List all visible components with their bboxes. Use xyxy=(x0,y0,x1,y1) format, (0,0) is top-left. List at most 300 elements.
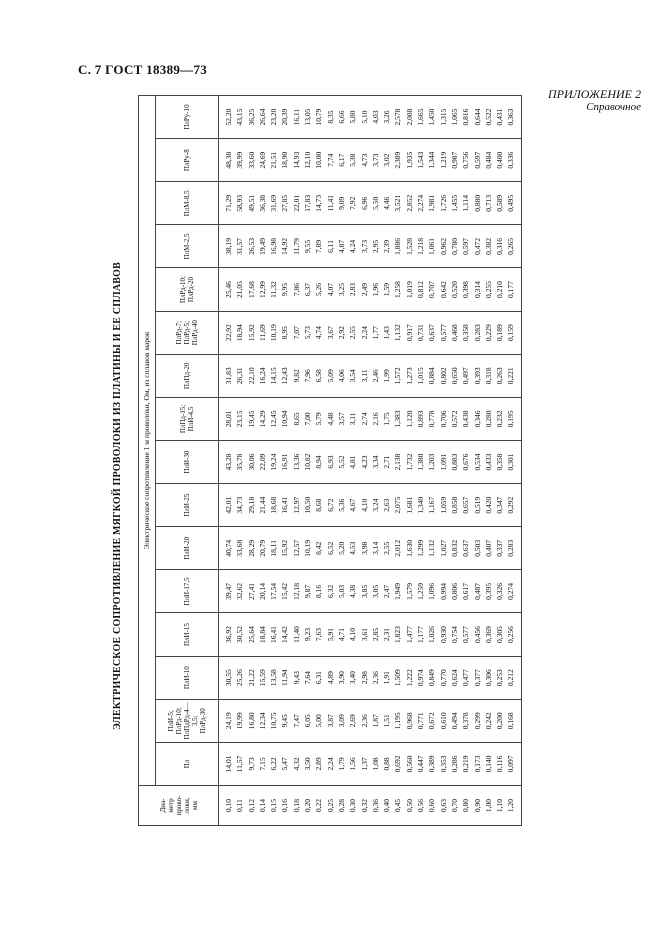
resistance-value: 6,93 xyxy=(325,455,335,469)
resistance-value: 2,95 xyxy=(370,239,380,253)
resistance-value: 3,87 xyxy=(325,714,335,728)
resistance-value: 13,58 xyxy=(269,669,279,687)
resistance-value: 3,40 xyxy=(348,671,358,685)
resistance-value: 0,597 xyxy=(472,151,482,169)
resistance-value: 49,51 xyxy=(246,194,256,212)
resistance-value: 15,42 xyxy=(280,583,290,600)
resistance-value: 58,93 xyxy=(235,194,245,212)
resistance-value: 0,88 xyxy=(382,757,392,771)
resistance-value: 0,326 xyxy=(495,583,505,600)
resistance-value: 3,34 xyxy=(370,455,380,469)
resistance-value: 2,24 xyxy=(325,757,335,771)
resistance-value: 0,534 xyxy=(472,453,482,471)
resistance-value: 3,09 xyxy=(336,714,346,728)
resistance-value: 0,756 xyxy=(461,151,471,169)
resistance-value: 16,80 xyxy=(246,712,256,730)
resistance-value: 1,455 xyxy=(449,194,459,212)
resistance-value: 0,637 xyxy=(461,539,471,557)
resistance-value: 0,318 xyxy=(483,367,493,385)
resistance-value: 8,42 xyxy=(314,541,324,555)
resistance-value: 21,22 xyxy=(246,669,256,687)
appendix-subtitle: Справочное xyxy=(586,101,641,113)
resistance-value: 4,48 xyxy=(325,412,335,426)
resistance-value: 0,484 xyxy=(483,151,493,169)
resistance-value: 11,32 xyxy=(269,281,279,298)
resistance-value: 8,16 xyxy=(314,584,324,598)
resistance-value: 2,012 xyxy=(393,539,403,557)
resistance-value: 1,059 xyxy=(438,496,448,514)
group-header: Электрическое сопротивление 1 м проволоки, Ом, из сплавов марок xyxy=(139,95,156,785)
resistance-value: 0,597 xyxy=(461,238,471,255)
resistance-value: 6,66 xyxy=(336,110,346,124)
resistance-value: 20,39 xyxy=(280,108,290,126)
resistance-value: 0,212 xyxy=(506,669,516,687)
alloy-column-header: ПлПд-20 xyxy=(156,354,219,397)
resistance-value: 3,50 xyxy=(303,757,313,771)
resistance-value: 10,82 xyxy=(303,453,313,471)
rotated-content xyxy=(66,96,626,826)
resistance-value: 5,80 xyxy=(348,110,358,124)
resistance-value: 31,83 xyxy=(224,367,233,385)
resistance-value: 0,283 xyxy=(506,539,516,557)
resistance-value: 0,962 xyxy=(438,238,448,255)
table-title: ЭЛЕКТРИЧЕСКОЕ СОПРОТИВЛЕНИЕ МЯГКОЙ ПРОВОЛОКИ ИЗ ПЛАТИНЫ И ЕЕ СПЛАВОВ xyxy=(112,261,123,731)
resistance-value: 0,159 xyxy=(506,324,516,342)
resistance-value: 0,572 xyxy=(449,410,459,428)
resistance-value: 12,97 xyxy=(291,496,301,514)
resistance-value: 0,495 xyxy=(506,194,516,212)
resistance-value: 23,20 xyxy=(269,108,279,126)
resistance-value: 0,657 xyxy=(461,496,471,514)
resistance-value: 17,83 xyxy=(303,194,313,212)
resistance-value: 9,82 xyxy=(291,369,301,383)
resistance-value: 3,73 xyxy=(359,239,369,253)
resistance-value: 0,140 xyxy=(483,755,493,773)
resistance-value: 1,543 xyxy=(416,151,426,169)
resistance-value: 0,221 xyxy=(506,367,516,385)
resistance-value: 17,68 xyxy=(246,281,256,298)
resistance-value: 1,886 xyxy=(393,238,403,255)
resistance-value: 0,283 xyxy=(472,324,482,342)
resistance-value: 19,45 xyxy=(246,410,256,428)
resistance-value: 35,78 xyxy=(235,453,245,471)
resistance-value: 9,45 xyxy=(280,714,290,728)
resistance-value: 12,43 xyxy=(280,367,290,385)
resistance-value: 33,60 xyxy=(246,151,256,169)
resistance-value: 0,519 xyxy=(472,496,482,514)
alloy-column-header: ПлМ-8,5 xyxy=(156,182,219,225)
diameter-column xyxy=(219,786,522,826)
resistance-value: 4,87 xyxy=(336,239,346,253)
resistance-value: 10,19 xyxy=(303,539,313,557)
resistance-value: 4,46 xyxy=(382,196,392,210)
diameter-value: 0,36 xyxy=(370,798,380,813)
diameter-value: 1,00 xyxy=(483,798,493,813)
resistance-value: 2,49 xyxy=(359,283,369,297)
resistance-value: 31,57 xyxy=(235,238,245,255)
resistance-value: 3,61 xyxy=(359,628,369,642)
resistance-value: 1,167 xyxy=(427,496,437,514)
resistance-value: 4,73 xyxy=(359,153,369,167)
resistance-value: 2,578 xyxy=(393,108,403,126)
resistance-value: 16,41 xyxy=(280,496,290,514)
alloy-column-header: ПлМ-2,5 xyxy=(156,225,219,268)
diameter-value: 0,14 xyxy=(257,798,267,813)
resistance-value: 12,34 xyxy=(257,712,267,730)
alloy-column-header: ПлИ-25 xyxy=(156,484,219,527)
resistance-value: 1,91 xyxy=(382,671,392,685)
resistance-value: 10,50 xyxy=(303,496,313,514)
resistance-value: 8,65 xyxy=(291,412,301,426)
resistance-value: 0,292 xyxy=(506,496,516,514)
resistance-value: 0,987 xyxy=(449,151,459,169)
resistance-value: 1,935 xyxy=(404,151,414,169)
resistance-value: 12,10 xyxy=(303,151,313,169)
resistance-value: 36,92 xyxy=(224,626,233,643)
resistance-value: 10,94 xyxy=(280,410,290,428)
resistance-value: 14,15 xyxy=(269,367,279,385)
resistance-value: 21,44 xyxy=(257,496,267,514)
resistance-value: 0,195 xyxy=(506,410,516,428)
resistance-value: 0,369 xyxy=(483,626,493,643)
resistance-value: 14,01 xyxy=(224,755,233,773)
resistance-value: 0,280 xyxy=(483,410,493,428)
resistance-value: 36,25 xyxy=(246,108,256,126)
resistance-value: 0,812 xyxy=(416,281,426,298)
resistance-value: 0,806 xyxy=(449,583,459,600)
alloy-column-header: ПлРд-10; ПлРд-20 xyxy=(156,268,219,311)
diameter-value: 0,20 xyxy=(303,798,313,813)
resistance-value: 5,79 xyxy=(314,412,324,426)
resistance-value: 15,92 xyxy=(280,539,290,557)
resistance-value: 1,08 xyxy=(370,757,380,771)
resistance-value: 18,84 xyxy=(257,626,267,643)
resistance-value: 14,73 xyxy=(314,194,324,212)
resistance-value: 1,258 xyxy=(393,281,403,298)
resistance-value: 3,67 xyxy=(325,326,335,340)
resistance-value: 2,47 xyxy=(382,584,392,598)
resistance-value: 0,210 xyxy=(495,281,505,298)
resistance-value: 7,47 xyxy=(291,714,301,728)
resistance-value: 9,23 xyxy=(303,628,313,642)
resistance-value: 0,713 xyxy=(483,194,493,212)
resistance-value: 0,778 xyxy=(427,410,437,428)
alloy-column-header: ПлПд-15; ПлИ-4,5 xyxy=(156,397,219,440)
resistance-value: 1,315 xyxy=(438,108,448,126)
diameter-value: 0,10 xyxy=(224,798,233,813)
resistance-value: 8,68 xyxy=(314,498,324,512)
resistance-value: 2,92 xyxy=(336,326,346,340)
resistance-value: 5,10 xyxy=(359,110,369,124)
resistance-value: 0,676 xyxy=(461,453,471,471)
diameter-value: 0,45 xyxy=(393,798,403,813)
diameter-value: 0,40 xyxy=(382,798,392,813)
resistance-value: 0,731 xyxy=(416,324,426,342)
resistance-value: 4,38 xyxy=(348,584,358,598)
resistance-value: 24,19 xyxy=(224,712,233,730)
resistance-value: 3,98 xyxy=(359,541,369,555)
resistance-value: 3,54 xyxy=(348,369,358,383)
resistance-value: 33,68 xyxy=(235,539,245,557)
resistance-value: 1,299 xyxy=(416,539,426,557)
resistance-value: 18,11 xyxy=(269,540,279,557)
resistance-value: 1,37 xyxy=(359,757,369,771)
resistance-value: 1,114 xyxy=(461,195,471,212)
diameter-value: 0,18 xyxy=(291,798,301,813)
resistance-value: 3,11 xyxy=(359,369,369,383)
resistance-value: 3,26 xyxy=(382,110,392,124)
resistance-value: 0,358 xyxy=(495,453,505,471)
resistance-value: 3,24 xyxy=(370,498,380,512)
resistance-value: 1,344 xyxy=(427,151,437,169)
resistance-value: 0,346 xyxy=(472,410,482,428)
resistance-value: 0,880 xyxy=(472,194,482,212)
resistance-value: 0,692 xyxy=(393,755,403,773)
resistance-value: 14,92 xyxy=(280,238,290,255)
resistance-value: 0,754 xyxy=(449,626,459,643)
resistance-value: 22,10 xyxy=(246,367,256,385)
resistance-value: 4,71 xyxy=(336,628,346,642)
diameter-value: 0,56 xyxy=(416,798,426,813)
resistance-value: 5,47 xyxy=(280,757,290,771)
resistance-value: 7,63 xyxy=(314,628,324,642)
resistance-value: 6,05 xyxy=(303,714,313,728)
resistance-value: 1,219 xyxy=(438,151,448,169)
resistance-value: 0,378 xyxy=(461,712,471,730)
alloy-column-header: ПлИ-5; ПлРд-10; ПлПдРд-4—3,5; ПлРд-30 xyxy=(156,699,219,742)
resistance-value: 4,24 xyxy=(348,239,358,253)
resistance-value: 0,347 xyxy=(495,496,505,514)
diameter-value: 0,90 xyxy=(472,798,482,813)
resistance-value: 12,18 xyxy=(291,583,301,600)
resistance-value: 0,116 xyxy=(495,755,505,773)
resistance-value: 10,75 xyxy=(269,712,279,730)
resistance-value: 2,98 xyxy=(359,671,369,685)
resistance-column xyxy=(219,139,522,182)
resistance-value: 5,09 xyxy=(325,369,335,383)
resistance-value: 5,52 xyxy=(336,455,346,469)
resistance-value: 1,450 xyxy=(427,108,437,126)
resistance-value: 18,68 xyxy=(269,496,279,514)
resistance-value: 26,64 xyxy=(257,108,267,126)
diameter-value: 0,50 xyxy=(404,798,414,813)
resistance-value: 2,36 xyxy=(359,714,369,728)
resistance-value: 5,03 xyxy=(336,584,346,598)
resistance-value: 0,263 xyxy=(495,367,505,385)
resistance-value: 6,72 xyxy=(325,498,335,512)
resistance-value: 2,83 xyxy=(348,283,358,297)
resistance-value: 22,01 xyxy=(291,194,301,212)
resistance-value: 0,168 xyxy=(506,712,516,730)
resistance-column xyxy=(219,441,522,484)
resistance-value: 48,38 xyxy=(224,151,233,169)
resistance-value: 0,393 xyxy=(472,367,482,385)
resistance-value: 0,893 xyxy=(416,410,426,428)
resistance-value: 2,39 xyxy=(382,239,392,253)
resistance-value: 1,026 xyxy=(427,626,437,643)
resistance-value: 6,17 xyxy=(336,153,346,167)
resistance-value: 8,35 xyxy=(325,110,335,124)
resistance-value: 2,85 xyxy=(370,628,380,642)
resistance-value: 0,832 xyxy=(449,539,459,557)
resistance-value: 1,019 xyxy=(404,281,414,298)
resistance-value: 2,16 xyxy=(370,412,380,426)
resistance-value: 2,31 xyxy=(382,628,392,642)
resistance-value: 0,494 xyxy=(449,712,459,730)
resistance-value: 5,00 xyxy=(314,714,324,728)
resistance-value: 52,20 xyxy=(224,108,233,126)
resistance-value: 0,389 xyxy=(427,755,437,773)
resistance-value: 3,11 xyxy=(348,412,358,426)
resistance-value: 1,096 xyxy=(427,583,437,600)
resistance-value: 0,642 xyxy=(438,281,448,298)
resistance-value: 0,577 xyxy=(438,324,448,342)
resistance-value: 10,79 xyxy=(314,108,324,126)
resistance-value: 38,19 xyxy=(224,238,233,255)
diameter-value: 0,12 xyxy=(246,798,256,813)
alloy-column-header: ПлРу-8 xyxy=(156,139,219,182)
alloy-column-header: ПлИ-30 xyxy=(156,441,219,484)
resistance-value: 7,64 xyxy=(303,671,313,685)
resistance-value: 0,816 xyxy=(461,108,471,126)
resistance-value: 4,10 xyxy=(359,498,369,512)
resistance-value: 13,05 xyxy=(303,108,313,126)
resistance-column xyxy=(219,570,522,613)
diameter-value: 0,60 xyxy=(427,798,437,813)
resistance-value: 0,472 xyxy=(472,238,482,255)
resistance-value: 0,672 xyxy=(427,712,437,730)
resistance-value: 20,14 xyxy=(257,583,267,600)
resistance-value: 23,15 xyxy=(235,410,245,428)
resistance-value: 30,52 xyxy=(235,626,245,643)
resistance-value: 1,015 xyxy=(416,367,426,385)
resistance-value: 0,706 xyxy=(438,410,448,428)
resistance-value: 36,38 xyxy=(257,194,267,212)
resistance-value: 2,36 xyxy=(370,671,380,685)
resistance-value: 0,468 xyxy=(449,324,459,342)
resistance-value: 16,11 xyxy=(291,108,301,126)
resistance-value: 7,07 xyxy=(291,326,301,340)
resistance-value: 17,54 xyxy=(269,583,279,600)
resistance-value: 2,088 xyxy=(404,108,414,126)
resistance-value: 11,57 xyxy=(235,755,245,773)
resistance-value: 0,994 xyxy=(438,583,448,600)
resistance-value: 1,75 xyxy=(382,412,392,426)
resistance-value: 6,37 xyxy=(303,283,313,297)
diameter-value: 1,10 xyxy=(495,798,505,813)
resistance-value: 0,265 xyxy=(506,238,516,255)
diameter-value: 0,70 xyxy=(449,798,459,813)
resistance-value: 4,53 xyxy=(348,541,358,555)
diameter-value: 0,15 xyxy=(269,798,279,813)
resistance-value: 8,95 xyxy=(280,326,290,340)
resistance-value: 14,42 xyxy=(280,626,290,643)
resistance-value: 34,73 xyxy=(235,496,245,514)
resistance-value: 1,380 xyxy=(416,453,426,471)
resistance-value: 3,02 xyxy=(382,153,392,167)
resistance-value: 43,15 xyxy=(235,108,245,126)
appendix-title: ПРИЛОЖЕНИЕ 2 xyxy=(548,87,641,101)
resistance-value: 0,200 xyxy=(495,712,505,730)
resistance-column xyxy=(219,95,522,138)
diameter-value: 0,30 xyxy=(348,798,358,813)
resistance-value: 0,395 xyxy=(483,583,493,600)
resistance-value: 2,075 xyxy=(393,496,403,514)
resistance-value: 8,94 xyxy=(314,455,324,469)
resistance-value: 39,47 xyxy=(224,583,233,600)
resistance-value: 6,58 xyxy=(314,369,324,383)
resistance-value: 1,732 xyxy=(404,453,414,471)
resistance-column xyxy=(219,225,522,268)
resistance-value: 4,03 xyxy=(370,110,380,124)
page-header: С. 7 ГОСТ 18389—73 xyxy=(78,62,208,77)
resistance-value: 25,64 xyxy=(246,626,256,643)
resistance-value: 0,229 xyxy=(483,324,493,342)
diameter-value: 0,32 xyxy=(359,798,369,813)
resistance-table xyxy=(138,95,522,826)
resistance-value: 7,74 xyxy=(325,153,335,167)
resistance-value: 1,87 xyxy=(370,714,380,728)
resistance-value: 0,407 xyxy=(483,539,493,557)
resistance-value: 9,43 xyxy=(291,671,301,685)
resistance-value: 0,849 xyxy=(427,669,437,687)
resistance-value: 0,438 xyxy=(461,410,471,428)
resistance-value: 1,681 xyxy=(404,496,414,514)
resistance-column xyxy=(219,613,522,656)
resistance-value: 14,93 xyxy=(291,151,301,169)
resistance-value: 2,852 xyxy=(404,194,414,212)
alloy-column-header: ПлИ-10 xyxy=(156,656,219,699)
resistance-value: 16,24 xyxy=(257,367,267,385)
resistance-value: 1,96 xyxy=(370,283,380,297)
resistance-value: 3,73 xyxy=(370,153,380,167)
resistance-value: 1,981 xyxy=(427,194,437,212)
resistance-value: 2,274 xyxy=(416,194,426,212)
resistance-value: 16,41 xyxy=(269,626,279,643)
resistance-value: 2,46 xyxy=(370,369,380,383)
resistance-value: 1,218 xyxy=(416,238,426,255)
resistance-value: 26,53 xyxy=(246,238,256,255)
resistance-value: 2,89 xyxy=(314,757,324,771)
resistance-value: 1,177 xyxy=(416,626,426,643)
resistance-value: 0,650 xyxy=(449,367,459,385)
resistance-value: 18,90 xyxy=(280,151,290,169)
resistance-value: 30,55 xyxy=(224,669,233,687)
resistance-value: 1,665 xyxy=(416,108,426,126)
resistance-value: 0,177 xyxy=(506,281,516,298)
resistance-value: 6,11 xyxy=(325,240,335,253)
resistance-value: 3,25 xyxy=(336,283,346,297)
resistance-value: 6,96 xyxy=(359,196,369,210)
resistance-value: 1,091 xyxy=(438,453,448,471)
resistance-value: 0,097 xyxy=(506,755,516,773)
resistance-value: 12,99 xyxy=(257,281,267,298)
resistance-value: 1,383 xyxy=(393,410,403,428)
resistance-value: 1,630 xyxy=(404,539,414,557)
resistance-value: 0,305 xyxy=(495,626,505,643)
resistance-value: 0,336 xyxy=(506,151,516,169)
resistance-value: 19,99 xyxy=(235,712,245,730)
resistance-value: 12,57 xyxy=(291,539,301,557)
resistance-value: 0,400 xyxy=(495,151,505,169)
resistance-value: 0,232 xyxy=(495,410,505,428)
resistance-value: 9,87 xyxy=(303,584,313,598)
resistance-value: 7,86 xyxy=(291,283,301,297)
resistance-value: 0,522 xyxy=(483,108,493,126)
resistance-value: 0,503 xyxy=(472,539,482,557)
resistance-value: 11,94 xyxy=(280,669,290,686)
resistance-value: 0,930 xyxy=(438,626,448,643)
